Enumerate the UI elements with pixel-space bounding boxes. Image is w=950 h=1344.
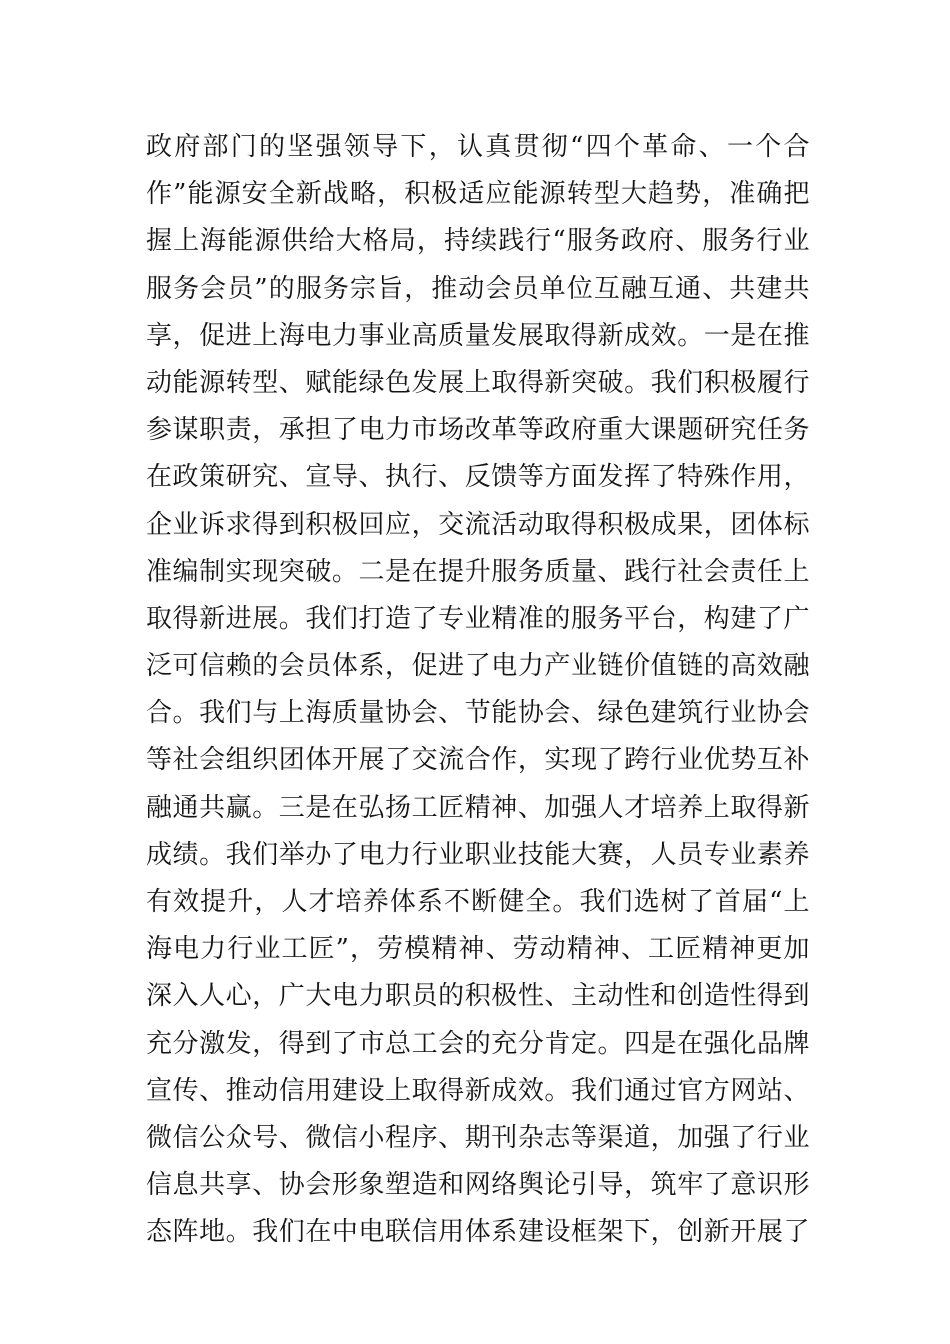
text-line: 微信公众号、微信小程序、期刊杂志等渠道，加强了行业 <box>146 1122 810 1153</box>
body-text <box>146 124 810 1257</box>
text-line: 等社会组织团体开展了交流合作，实现了跨行业优势互补 <box>146 745 810 776</box>
text-line: 合。我们与上海质量协会、节能协会、绿色建筑行业协会 <box>146 698 810 729</box>
text-line: 享，促进上海电力事业高质量发展取得新成效。一是在推 <box>146 320 810 351</box>
text-line: 泛可信赖的会员体系，促进了电力产业链价值链的高效融 <box>146 651 810 682</box>
text-line: 准编制实现突破。二是在提升服务质量、践行社会责任上 <box>146 556 810 587</box>
text-line: 动能源转型、赋能绿色发展上取得新突破。我们积极履行 <box>146 367 810 398</box>
text-line: 政府部门的坚强领导下，认真贯彻“四个革命、一个合 <box>146 132 810 162</box>
text-line: 成绩。我们举办了电力行业职业技能大赛，人员专业素养 <box>146 839 810 870</box>
text-line: 态阵地。我们在中电联信用体系建设框架下，创新开展了 <box>146 1217 810 1248</box>
text-line: 深入人心，广大电力职员的积极性、主动性和创造性得到 <box>146 981 810 1012</box>
text-line: 取得新进展。我们打造了专业精准的服务平台，构建了广 <box>146 603 810 634</box>
text-line: 信息共享、协会形象塑造和网络舆论引导，筑牢了意识形 <box>146 1170 810 1201</box>
text-line: 参谋职责，承担了电力市场改革等政府重大课题研究任务 <box>146 415 810 446</box>
text-line: 服务会员”的服务宗旨，推动会员单位互融互通、共建共 <box>146 273 810 304</box>
text-line: 握上海能源供给大格局，持续践行“服务政府、服务行业 <box>146 226 810 257</box>
text-line: 作”能源安全新战略，积极适应能源转型大趋势，准确把 <box>146 179 810 210</box>
text-line: 在政策研究、宣导、执行、反馈等方面发挥了特殊作用， <box>146 462 810 493</box>
text-line: 有效提升，人才培养体系不断健全。我们选树了首届“上 <box>146 887 810 917</box>
text-line: 充分激发，得到了市总工会的充分肯定。四是在强化品牌 <box>146 1028 810 1059</box>
text-line: 海电力行业工匠”，劳模精神、劳动精神、工匠精神更加 <box>146 934 810 965</box>
text-line: 宣传、推动信用建设上取得新成效。我们通过官方网站、 <box>146 1075 810 1106</box>
text-line: 企业诉求得到积极回应，交流活动取得积极成果，团体标 <box>146 509 810 540</box>
text-line: 融通共赢。三是在弘扬工匠精神、加强人才培养上取得新 <box>146 792 810 823</box>
